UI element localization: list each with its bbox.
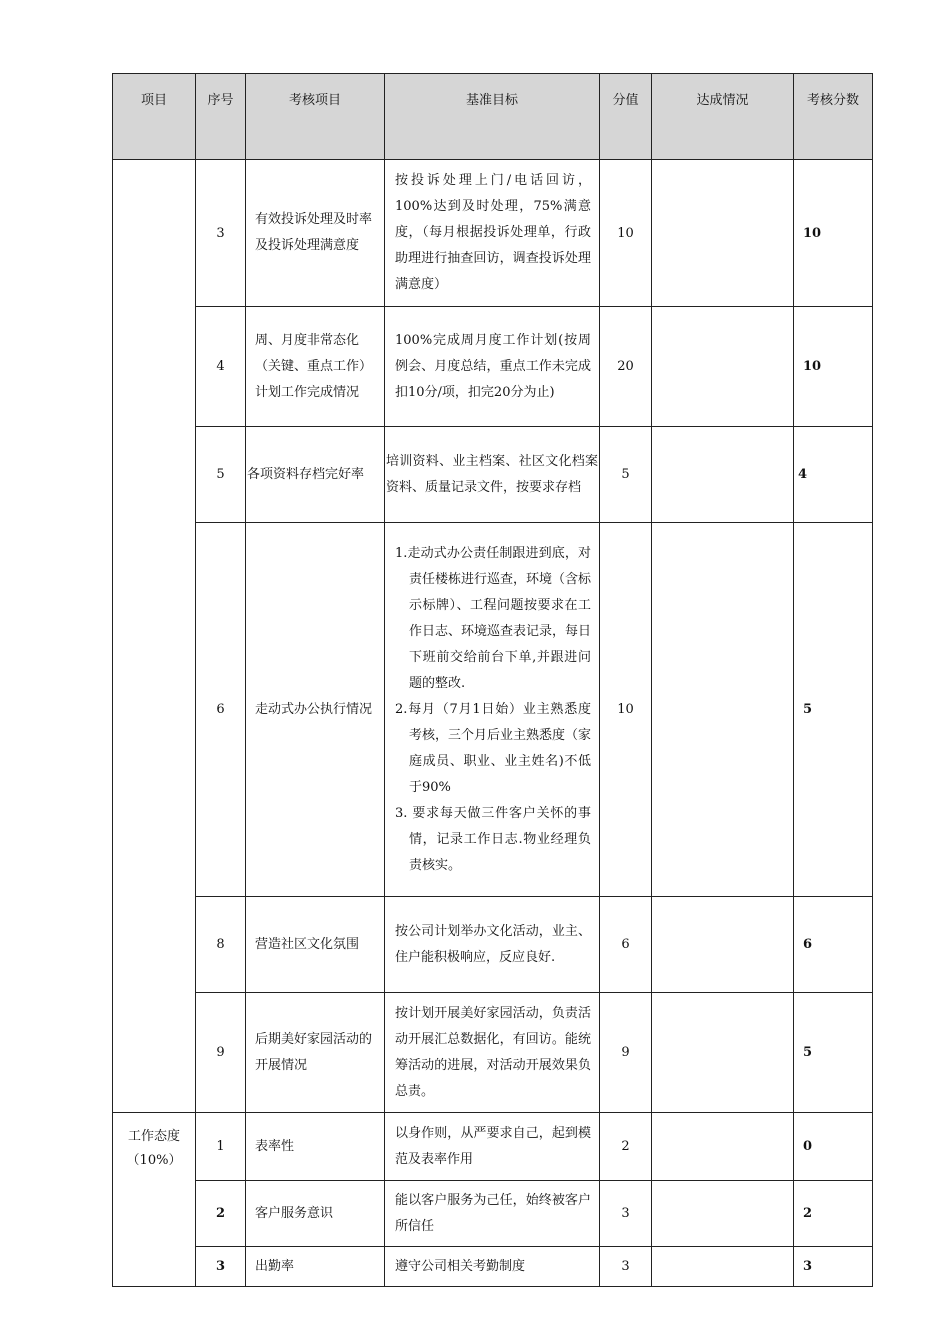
row-target: 能以客户服务为己任，始终被客户所信任 bbox=[385, 1181, 600, 1247]
row-number: 8 bbox=[196, 897, 246, 993]
row-target bbox=[385, 523, 600, 897]
row-score: 4 bbox=[794, 427, 873, 523]
row-score: 6 bbox=[794, 897, 873, 993]
row-target: 按公司计划举办文化活动，业主、住户能积极响应，反应良好. bbox=[385, 897, 600, 993]
row-number: 3 bbox=[196, 160, 246, 307]
row-target: 按投诉处理上门/电话回访，100%达到及时处理，75%满意度，（每月根据投诉处理单，行政助理进行抽查回访，调查投诉处理满意度） bbox=[385, 160, 600, 307]
row-value: 5 bbox=[600, 427, 652, 523]
row-score: 5 bbox=[794, 523, 873, 897]
table-row bbox=[113, 160, 873, 307]
header-item: 考核项目 bbox=[246, 74, 385, 160]
table-row bbox=[113, 523, 873, 897]
row-score: 3 bbox=[794, 1247, 873, 1287]
row-status bbox=[652, 427, 794, 523]
header-value: 分值 bbox=[600, 74, 652, 160]
row-score: 10 bbox=[794, 307, 873, 427]
table-row bbox=[113, 1247, 873, 1287]
row-value: 10 bbox=[600, 523, 652, 897]
row-item: 走动式办公执行情况 bbox=[246, 523, 385, 897]
row-score: 2 bbox=[794, 1181, 873, 1247]
table-header bbox=[113, 74, 873, 160]
row-number: 4 bbox=[196, 307, 246, 427]
row-status bbox=[652, 523, 794, 897]
assessment-table bbox=[112, 73, 873, 1287]
list-item: 1.走动式办公责任制跟进到底，对责任楼栋进行巡查，环境（含标示标牌）、工程问题按要求在工作日志、环境巡查表记录，每日下班前交给前台下单,并跟进问题的整改. bbox=[395, 545, 592, 691]
header-project: 项目 bbox=[113, 74, 196, 160]
row-target: 以身作则，从严要求自己，起到模范及表率作用 bbox=[385, 1113, 600, 1181]
row-status bbox=[652, 897, 794, 993]
row-item: 后期美好家园活动的开展情况 bbox=[246, 993, 385, 1113]
list-item: 2.每月（7月1日始）业主熟悉度考核，三个月后业主熟悉度（家庭成员、职业、业主姓名)不低于90% bbox=[395, 701, 592, 795]
table-row bbox=[113, 307, 873, 427]
row-score: 0 bbox=[794, 1113, 873, 1181]
row-item: 出勤率 bbox=[246, 1247, 385, 1287]
row-item: 有效投诉处理及时率及投诉处理满意度 bbox=[246, 160, 385, 307]
row-item: 营造社区文化氛围 bbox=[246, 897, 385, 993]
header-target: 基准目标 bbox=[385, 74, 600, 160]
row-status bbox=[652, 160, 794, 307]
row-item: 周、月度非常态化（关键、重点工作）计划工作完成情况 bbox=[246, 307, 385, 427]
row-status bbox=[652, 307, 794, 427]
table-row bbox=[113, 897, 873, 993]
row-item: 各项资料存档完好率 bbox=[246, 427, 385, 523]
list-item: 3. 要求每天做三件客户关怀的事情，记录工作日志.物业经理负责核实。 bbox=[395, 805, 591, 873]
header-number: 序号 bbox=[196, 74, 246, 160]
row-number: 1 bbox=[196, 1113, 246, 1181]
table-row bbox=[113, 427, 873, 523]
row-item: 表率性 bbox=[246, 1113, 385, 1181]
table-row bbox=[113, 1113, 873, 1181]
row-score: 10 bbox=[794, 160, 873, 307]
row-score: 5 bbox=[794, 993, 873, 1113]
row-status bbox=[652, 1247, 794, 1287]
table-row bbox=[113, 993, 873, 1113]
row-value: 20 bbox=[600, 307, 652, 427]
row-target: 培训资料、业主档案、社区文化档案资料、质量记录文件，按要求存档 bbox=[385, 427, 600, 523]
target-list bbox=[395, 541, 591, 879]
category-cell-empty bbox=[113, 160, 196, 1113]
row-value: 3 bbox=[600, 1181, 652, 1247]
row-target: 100%完成周月度工作计划(按周例会、月度总结，重点工作未完成扣10分/项，扣完20分为止) bbox=[385, 307, 600, 427]
row-value: 2 bbox=[600, 1113, 652, 1181]
row-value: 10 bbox=[600, 160, 652, 307]
row-number: 2 bbox=[196, 1181, 246, 1247]
row-target: 遵守公司相关考勤制度 bbox=[385, 1247, 600, 1287]
category-attitude: 工作态度（10%） bbox=[113, 1113, 196, 1287]
row-value: 6 bbox=[600, 897, 652, 993]
row-value: 9 bbox=[600, 993, 652, 1113]
row-number: 3 bbox=[196, 1247, 246, 1287]
row-number: 5 bbox=[196, 427, 246, 523]
header-score: 考核分数 bbox=[794, 74, 873, 160]
row-status bbox=[652, 993, 794, 1113]
header-status: 达成情况 bbox=[652, 74, 794, 160]
row-number: 6 bbox=[196, 523, 246, 897]
row-item: 客户服务意识 bbox=[246, 1181, 385, 1247]
table-row bbox=[113, 1181, 873, 1247]
row-number: 9 bbox=[196, 993, 246, 1113]
row-target: 按计划开展美好家园活动，负责活动开展汇总数据化，有回访。能统筹活动的进展，对活动开展效果负总责。 bbox=[385, 993, 600, 1113]
row-status bbox=[652, 1181, 794, 1247]
row-status bbox=[652, 1113, 794, 1181]
row-value: 3 bbox=[600, 1247, 652, 1287]
